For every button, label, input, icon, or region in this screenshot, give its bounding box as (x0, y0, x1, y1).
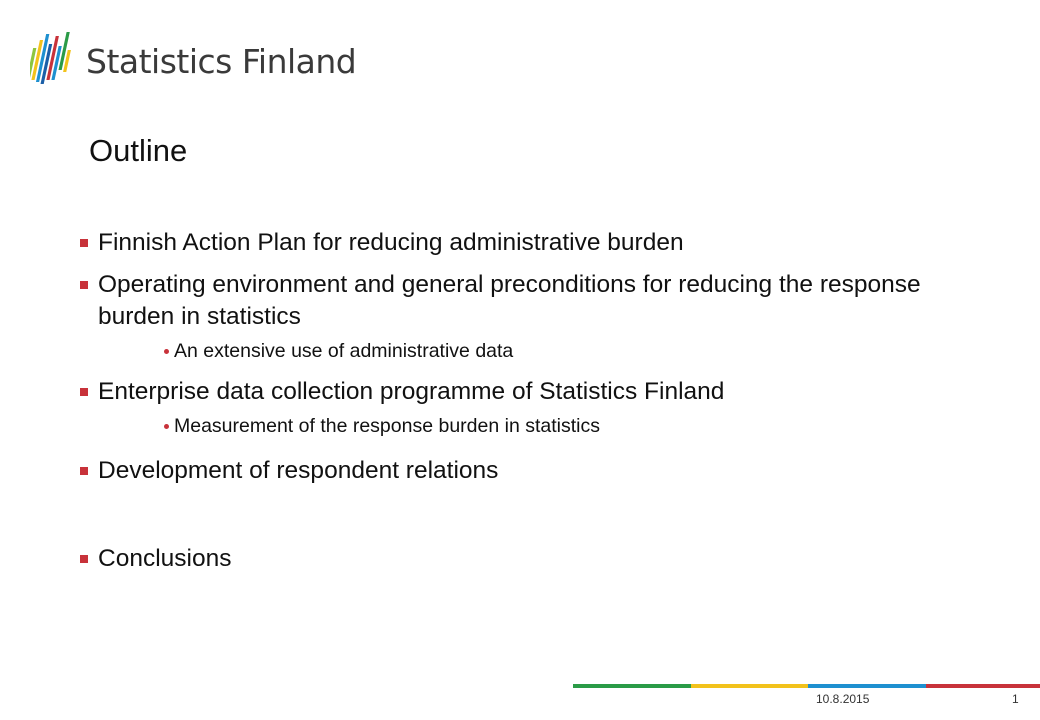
page-number: 1 (1012, 692, 1019, 706)
slide-title: Outline (89, 133, 188, 168)
footer-color-bar (573, 684, 1040, 688)
bullet-list (80, 227, 980, 575)
bullet-enterprise-data-collection: Enterprise data collection programme of Statistics Finland (80, 376, 980, 408)
sub-bullet-administrative-data: An extensive use of administrative data (80, 338, 980, 364)
footer-bar-yellow (691, 684, 809, 688)
footer-bar-green (573, 684, 691, 688)
footer-bar-blue (808, 684, 926, 688)
footer-bar-red (926, 684, 1040, 688)
bullet-conclusions: Conclusions (80, 543, 980, 575)
logo-text: Statistics Finland (86, 41, 357, 81)
footer-date: 10.8.2015 (816, 692, 870, 706)
bullet-action-plan: Finnish Action Plan for reducing administrative burden (80, 227, 980, 259)
statistics-finland-logo (30, 30, 356, 92)
bullet-operating-environment: Operating environment and general preconditions for reducing the response burden in statistics (80, 269, 980, 333)
bullet-respondent-relations: Development of respondent relations (80, 455, 980, 487)
logo-bars-icon (30, 30, 76, 92)
sub-bullet-response-burden: Measurement of the response burden in statistics (80, 413, 980, 439)
